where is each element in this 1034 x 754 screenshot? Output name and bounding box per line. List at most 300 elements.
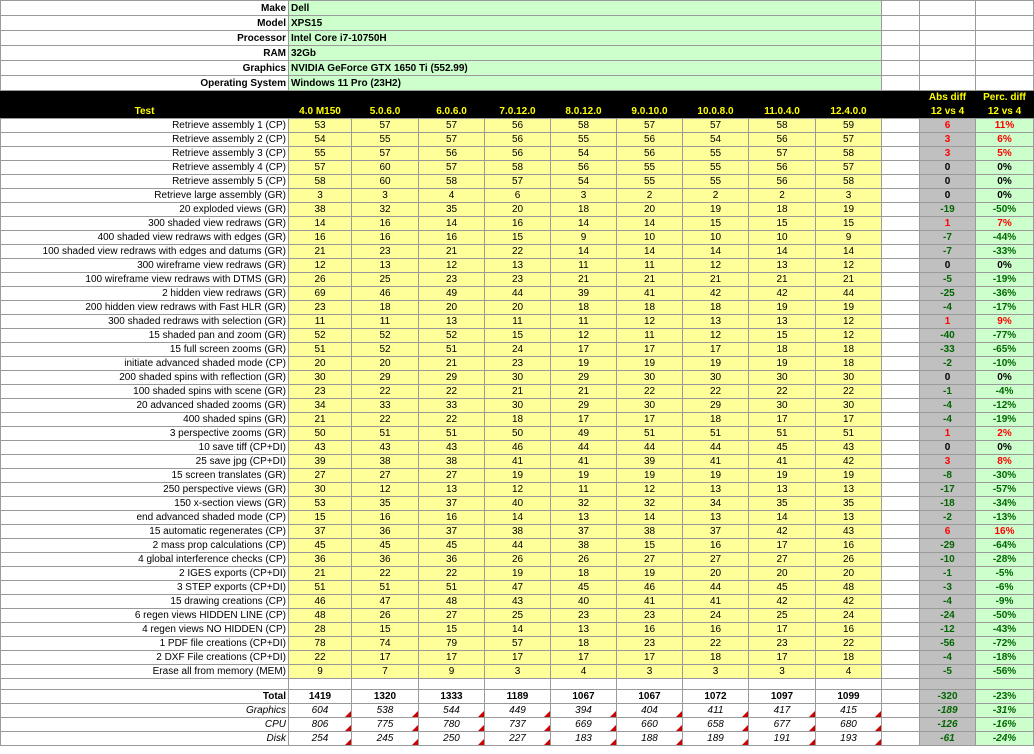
empty-cell[interactable] xyxy=(683,679,749,690)
result-cell[interactable]: 27 xyxy=(352,469,419,483)
result-cell[interactable]: 3 xyxy=(485,665,551,679)
result-cell[interactable]: 30 xyxy=(485,399,551,413)
total-value[interactable]: 1419 xyxy=(289,690,352,704)
test-name[interactable]: 10 save tiff (CP+DI) xyxy=(1,441,289,455)
result-cell[interactable]: 51 xyxy=(352,427,419,441)
test-name[interactable]: 25 save jpg (CP+DI) xyxy=(1,455,289,469)
result-cell[interactable]: 11 xyxy=(352,315,419,329)
result-cell[interactable]: 57 xyxy=(683,119,749,133)
empty-cell[interactable] xyxy=(882,371,920,385)
header-cell[interactable] xyxy=(617,91,683,105)
version-header[interactable]: 9.0.10.0 xyxy=(617,105,683,119)
result-cell[interactable]: 53 xyxy=(289,119,352,133)
result-cell[interactable]: 12 xyxy=(551,329,617,343)
result-cell[interactable]: 22 xyxy=(816,385,882,399)
result-cell[interactable]: 60 xyxy=(352,175,419,189)
result-cell[interactable]: 16 xyxy=(352,217,419,231)
result-cell[interactable]: 45 xyxy=(289,539,352,553)
empty-cell[interactable] xyxy=(882,427,920,441)
result-cell[interactable]: 35 xyxy=(419,203,485,217)
result-cell[interactable]: 36 xyxy=(352,525,419,539)
perc-diff-cell[interactable]: -31% xyxy=(976,704,1034,718)
result-cell[interactable]: 22 xyxy=(749,385,816,399)
result-cell[interactable]: 41 xyxy=(551,455,617,469)
perc-diff-subheader[interactable]: 12 vs 4 xyxy=(976,105,1034,119)
result-cell[interactable]: 32 xyxy=(352,203,419,217)
perc-diff-cell[interactable]: -34% xyxy=(976,497,1034,511)
result-cell[interactable]: 13 xyxy=(419,315,485,329)
result-cell[interactable]: 51 xyxy=(816,427,882,441)
version-header[interactable]: 4.0 M150 xyxy=(289,105,352,119)
result-cell[interactable]: 60 xyxy=(352,161,419,175)
total-value[interactable]: 415 xyxy=(816,704,882,718)
info-label[interactable]: RAM xyxy=(1,46,289,61)
result-cell[interactable]: 4 xyxy=(551,665,617,679)
result-cell[interactable]: 50 xyxy=(289,427,352,441)
result-cell[interactable]: 2 xyxy=(617,189,683,203)
result-cell[interactable]: 37 xyxy=(683,525,749,539)
test-name[interactable]: 20 exploded views (GR) xyxy=(1,203,289,217)
result-cell[interactable]: 38 xyxy=(617,525,683,539)
abs-diff-cell[interactable]: -25 xyxy=(920,287,976,301)
result-cell[interactable]: 30 xyxy=(485,371,551,385)
perc-diff-cell[interactable]: 2% xyxy=(976,427,1034,441)
result-cell[interactable]: 56 xyxy=(551,161,617,175)
result-cell[interactable]: 16 xyxy=(816,539,882,553)
test-name[interactable]: 15 screen translates (GR) xyxy=(1,469,289,483)
result-cell[interactable]: 46 xyxy=(617,581,683,595)
result-cell[interactable]: 30 xyxy=(749,399,816,413)
perc-diff-cell[interactable]: 8% xyxy=(976,455,1034,469)
result-cell[interactable]: 51 xyxy=(289,581,352,595)
result-cell[interactable]: 41 xyxy=(617,595,683,609)
result-cell[interactable]: 58 xyxy=(816,147,882,161)
info-label[interactable]: Operating System xyxy=(1,76,289,91)
result-cell[interactable]: 51 xyxy=(617,427,683,441)
empty-cell[interactable] xyxy=(882,539,920,553)
result-cell[interactable]: 29 xyxy=(419,371,485,385)
abs-diff-cell[interactable]: -18 xyxy=(920,497,976,511)
result-cell[interactable]: 27 xyxy=(683,553,749,567)
result-cell[interactable]: 12 xyxy=(617,315,683,329)
result-cell[interactable]: 19 xyxy=(617,567,683,581)
test-name[interactable]: Retrieve assembly 4 (CP) xyxy=(1,161,289,175)
result-cell[interactable]: 15 xyxy=(617,539,683,553)
perc-diff-cell[interactable]: -13% xyxy=(976,511,1034,525)
result-cell[interactable]: 43 xyxy=(289,441,352,455)
result-cell[interactable]: 27 xyxy=(419,469,485,483)
total-value[interactable]: 1067 xyxy=(617,690,683,704)
total-label[interactable]: Disk xyxy=(1,732,289,746)
result-cell[interactable]: 15 xyxy=(485,231,551,245)
result-cell[interactable]: 43 xyxy=(485,595,551,609)
empty-cell[interactable] xyxy=(976,46,1034,61)
result-cell[interactable]: 19 xyxy=(749,469,816,483)
perc-diff-cell[interactable]: -10% xyxy=(976,357,1034,371)
result-cell[interactable]: 17 xyxy=(749,413,816,427)
result-cell[interactable]: 12 xyxy=(816,259,882,273)
empty-cell[interactable] xyxy=(882,119,920,133)
result-cell[interactable]: 11 xyxy=(551,315,617,329)
result-cell[interactable]: 38 xyxy=(352,455,419,469)
empty-cell[interactable] xyxy=(882,497,920,511)
result-cell[interactable]: 10 xyxy=(617,231,683,245)
result-cell[interactable]: 18 xyxy=(551,567,617,581)
test-name[interactable]: 400 shaded spins (GR) xyxy=(1,413,289,427)
perc-diff-cell[interactable]: -16% xyxy=(976,718,1034,732)
perc-diff-cell[interactable]: 0% xyxy=(976,189,1034,203)
result-cell[interactable]: 30 xyxy=(289,483,352,497)
result-cell[interactable]: 16 xyxy=(485,217,551,231)
info-value[interactable]: 32Gb xyxy=(289,46,882,61)
result-cell[interactable]: 30 xyxy=(749,371,816,385)
result-cell[interactable]: 59 xyxy=(816,119,882,133)
result-cell[interactable]: 19 xyxy=(551,357,617,371)
result-cell[interactable]: 15 xyxy=(419,623,485,637)
result-cell[interactable]: 18 xyxy=(551,203,617,217)
perc-diff-cell[interactable]: 0% xyxy=(976,441,1034,455)
result-cell[interactable]: 13 xyxy=(485,259,551,273)
result-cell[interactable]: 22 xyxy=(683,385,749,399)
perc-diff-cell[interactable]: -64% xyxy=(976,539,1034,553)
info-value[interactable]: Intel Core i7-10750H xyxy=(289,31,882,46)
result-cell[interactable]: 57 xyxy=(352,147,419,161)
empty-cell[interactable] xyxy=(485,679,551,690)
abs-diff-cell[interactable]: -29 xyxy=(920,539,976,553)
result-cell[interactable]: 22 xyxy=(352,567,419,581)
info-value[interactable]: NVIDIA GeForce GTX 1650 Ti (552.99) xyxy=(289,61,882,76)
result-cell[interactable]: 23 xyxy=(551,609,617,623)
total-value[interactable]: 544 xyxy=(419,704,485,718)
result-cell[interactable]: 18 xyxy=(683,651,749,665)
result-cell[interactable]: 17 xyxy=(551,651,617,665)
abs-diff-cell[interactable]: 0 xyxy=(920,175,976,189)
empty-cell[interactable] xyxy=(882,315,920,329)
abs-diff-cell[interactable]: -4 xyxy=(920,651,976,665)
test-name[interactable]: Retrieve assembly 5 (CP) xyxy=(1,175,289,189)
test-name[interactable]: 4 regen views NO HIDDEN (CP) xyxy=(1,623,289,637)
result-cell[interactable]: 16 xyxy=(683,539,749,553)
result-cell[interactable]: 47 xyxy=(485,581,551,595)
result-cell[interactable]: 3 xyxy=(617,665,683,679)
abs-diff-cell[interactable]: 6 xyxy=(920,525,976,539)
empty-cell[interactable] xyxy=(882,413,920,427)
abs-diff-cell[interactable]: -33 xyxy=(920,343,976,357)
header-cell[interactable] xyxy=(485,91,551,105)
test-name[interactable]: 20 advanced shaded zooms (GR) xyxy=(1,399,289,413)
header-cell[interactable] xyxy=(551,91,617,105)
abs-diff-cell[interactable]: 1 xyxy=(920,217,976,231)
total-label[interactable]: CPU xyxy=(1,718,289,732)
result-cell[interactable]: 18 xyxy=(617,301,683,315)
result-cell[interactable]: 58 xyxy=(289,175,352,189)
perc-diff-cell[interactable]: -44% xyxy=(976,231,1034,245)
result-cell[interactable]: 23 xyxy=(352,245,419,259)
empty-cell[interactable] xyxy=(882,245,920,259)
abs-diff-cell[interactable]: 1 xyxy=(920,315,976,329)
result-cell[interactable]: 11 xyxy=(551,259,617,273)
abs-diff-cell[interactable]: 0 xyxy=(920,189,976,203)
result-cell[interactable]: 52 xyxy=(289,329,352,343)
perc-diff-cell[interactable]: -77% xyxy=(976,329,1034,343)
result-cell[interactable]: 15 xyxy=(485,329,551,343)
info-value[interactable]: Dell xyxy=(289,1,882,16)
empty-cell[interactable] xyxy=(882,567,920,581)
result-cell[interactable]: 33 xyxy=(419,399,485,413)
test-name[interactable]: 15 shaded pan and zoom (GR) xyxy=(1,329,289,343)
version-header[interactable]: 5.0.6.0 xyxy=(352,105,419,119)
empty-cell[interactable] xyxy=(882,441,920,455)
result-cell[interactable]: 30 xyxy=(617,399,683,413)
result-cell[interactable]: 19 xyxy=(683,357,749,371)
result-cell[interactable]: 13 xyxy=(683,511,749,525)
test-name[interactable]: 2 mass prop calculations (CP) xyxy=(1,539,289,553)
empty-cell[interactable] xyxy=(882,76,920,91)
empty-cell[interactable] xyxy=(1,679,289,690)
result-cell[interactable]: 51 xyxy=(352,581,419,595)
result-cell[interactable]: 42 xyxy=(683,287,749,301)
result-cell[interactable]: 22 xyxy=(816,637,882,651)
test-name[interactable]: 15 drawing creations (CP) xyxy=(1,595,289,609)
abs-diff-subheader[interactable]: 12 vs 4 xyxy=(920,105,976,119)
abs-diff-cell[interactable]: 3 xyxy=(920,147,976,161)
result-cell[interactable]: 26 xyxy=(485,553,551,567)
result-cell[interactable]: 13 xyxy=(683,483,749,497)
result-cell[interactable]: 28 xyxy=(289,623,352,637)
result-cell[interactable]: 47 xyxy=(352,595,419,609)
result-cell[interactable]: 32 xyxy=(551,497,617,511)
result-cell[interactable]: 15 xyxy=(352,623,419,637)
result-cell[interactable]: 23 xyxy=(617,609,683,623)
result-cell[interactable]: 11 xyxy=(289,315,352,329)
result-cell[interactable]: 42 xyxy=(749,287,816,301)
perc-diff-cell[interactable]: 0% xyxy=(976,161,1034,175)
test-header[interactable]: Test xyxy=(1,105,289,119)
result-cell[interactable]: 20 xyxy=(617,203,683,217)
header-cell[interactable] xyxy=(289,91,352,105)
result-cell[interactable]: 7 xyxy=(352,665,419,679)
empty-cell[interactable] xyxy=(882,46,920,61)
total-value[interactable]: 394 xyxy=(551,704,617,718)
result-cell[interactable]: 15 xyxy=(816,217,882,231)
empty-cell[interactable] xyxy=(749,679,816,690)
result-cell[interactable]: 44 xyxy=(816,287,882,301)
result-cell[interactable]: 22 xyxy=(485,245,551,259)
result-cell[interactable]: 17 xyxy=(683,343,749,357)
empty-cell[interactable] xyxy=(882,553,920,567)
result-cell[interactable]: 22 xyxy=(419,385,485,399)
result-cell[interactable]: 54 xyxy=(683,133,749,147)
test-name[interactable]: end advanced shaded mode (CP) xyxy=(1,511,289,525)
result-cell[interactable]: 15 xyxy=(289,511,352,525)
result-cell[interactable]: 19 xyxy=(683,203,749,217)
result-cell[interactable]: 38 xyxy=(419,455,485,469)
total-value[interactable]: 188 xyxy=(617,732,683,746)
empty-cell[interactable] xyxy=(882,690,920,704)
total-value[interactable]: 404 xyxy=(617,704,683,718)
result-cell[interactable]: 27 xyxy=(419,609,485,623)
info-label[interactable]: Processor xyxy=(1,31,289,46)
result-cell[interactable]: 12 xyxy=(816,315,882,329)
perc-diff-cell[interactable]: -28% xyxy=(976,553,1034,567)
result-cell[interactable]: 23 xyxy=(617,637,683,651)
result-cell[interactable]: 44 xyxy=(683,441,749,455)
result-cell[interactable]: 55 xyxy=(289,147,352,161)
perc-diff-cell[interactable]: -17% xyxy=(976,301,1034,315)
result-cell[interactable]: 42 xyxy=(816,455,882,469)
result-cell[interactable]: 56 xyxy=(485,147,551,161)
result-cell[interactable]: 27 xyxy=(749,553,816,567)
result-cell[interactable]: 36 xyxy=(419,553,485,567)
perc-diff-cell[interactable]: -57% xyxy=(976,483,1034,497)
result-cell[interactable]: 21 xyxy=(289,245,352,259)
empty-cell[interactable] xyxy=(882,637,920,651)
info-label[interactable]: Graphics xyxy=(1,61,289,76)
result-cell[interactable]: 38 xyxy=(551,539,617,553)
empty-cell[interactable] xyxy=(882,651,920,665)
empty-cell[interactable] xyxy=(882,203,920,217)
result-cell[interactable]: 16 xyxy=(419,231,485,245)
result-cell[interactable]: 48 xyxy=(816,581,882,595)
result-cell[interactable]: 57 xyxy=(816,133,882,147)
perc-diff-cell[interactable]: 11% xyxy=(976,119,1034,133)
abs-diff-cell[interactable]: 0 xyxy=(920,161,976,175)
result-cell[interactable]: 56 xyxy=(485,119,551,133)
header-cell[interactable] xyxy=(749,91,816,105)
result-cell[interactable]: 13 xyxy=(749,259,816,273)
result-cell[interactable]: 55 xyxy=(683,161,749,175)
total-value[interactable]: 1097 xyxy=(749,690,816,704)
empty-cell[interactable] xyxy=(882,161,920,175)
abs-diff-cell[interactable]: -1 xyxy=(920,385,976,399)
result-cell[interactable]: 54 xyxy=(551,175,617,189)
total-value[interactable]: 193 xyxy=(816,732,882,746)
result-cell[interactable]: 56 xyxy=(749,133,816,147)
empty-cell[interactable] xyxy=(920,46,976,61)
result-cell[interactable]: 56 xyxy=(749,175,816,189)
perc-diff-cell[interactable]: -6% xyxy=(976,581,1034,595)
result-cell[interactable]: 78 xyxy=(289,637,352,651)
result-cell[interactable]: 12 xyxy=(816,329,882,343)
result-cell[interactable]: 52 xyxy=(352,343,419,357)
result-cell[interactable]: 44 xyxy=(683,581,749,595)
result-cell[interactable]: 21 xyxy=(816,273,882,287)
abs-diff-cell[interactable]: -2 xyxy=(920,511,976,525)
empty-cell[interactable] xyxy=(920,31,976,46)
result-cell[interactable]: 40 xyxy=(485,497,551,511)
result-cell[interactable]: 19 xyxy=(485,469,551,483)
test-name[interactable]: 2 hidden view redraws (GR) xyxy=(1,287,289,301)
result-cell[interactable]: 56 xyxy=(617,147,683,161)
result-cell[interactable]: 21 xyxy=(749,273,816,287)
empty-cell[interactable] xyxy=(882,175,920,189)
test-name[interactable]: 100 shaded spins with scene (GR) xyxy=(1,385,289,399)
test-name[interactable]: Erase all from memory (MEM) xyxy=(1,665,289,679)
result-cell[interactable]: 22 xyxy=(352,385,419,399)
result-cell[interactable]: 36 xyxy=(289,553,352,567)
empty-cell[interactable] xyxy=(920,76,976,91)
result-cell[interactable]: 14 xyxy=(485,623,551,637)
result-cell[interactable]: 44 xyxy=(485,287,551,301)
result-cell[interactable]: 13 xyxy=(749,483,816,497)
result-cell[interactable]: 20 xyxy=(352,357,419,371)
perc-diff-cell[interactable]: -33% xyxy=(976,245,1034,259)
result-cell[interactable]: 3 xyxy=(551,189,617,203)
version-header[interactable]: 6.0.6.0 xyxy=(419,105,485,119)
result-cell[interactable]: 12 xyxy=(617,483,683,497)
result-cell[interactable]: 12 xyxy=(683,259,749,273)
result-cell[interactable]: 37 xyxy=(551,525,617,539)
result-cell[interactable]: 22 xyxy=(683,637,749,651)
result-cell[interactable]: 41 xyxy=(485,455,551,469)
result-cell[interactable]: 19 xyxy=(617,357,683,371)
result-cell[interactable]: 6 xyxy=(485,189,551,203)
result-cell[interactable]: 45 xyxy=(419,539,485,553)
abs-diff-cell[interactable]: -40 xyxy=(920,329,976,343)
result-cell[interactable]: 40 xyxy=(551,595,617,609)
result-cell[interactable]: 55 xyxy=(683,147,749,161)
empty-cell[interactable] xyxy=(882,385,920,399)
result-cell[interactable]: 43 xyxy=(352,441,419,455)
result-cell[interactable]: 58 xyxy=(485,161,551,175)
abs-diff-cell[interactable]: -5 xyxy=(920,273,976,287)
result-cell[interactable]: 21 xyxy=(419,357,485,371)
empty-cell[interactable] xyxy=(551,679,617,690)
total-value[interactable]: 449 xyxy=(485,704,551,718)
empty-cell[interactable] xyxy=(882,273,920,287)
result-cell[interactable]: 20 xyxy=(816,567,882,581)
total-value[interactable]: 775 xyxy=(352,718,419,732)
result-cell[interactable]: 11 xyxy=(617,259,683,273)
result-cell[interactable]: 55 xyxy=(551,133,617,147)
result-cell[interactable]: 14 xyxy=(551,245,617,259)
result-cell[interactable]: 17 xyxy=(749,651,816,665)
result-cell[interactable]: 13 xyxy=(419,483,485,497)
result-cell[interactable]: 42 xyxy=(816,595,882,609)
result-cell[interactable]: 55 xyxy=(617,161,683,175)
result-cell[interactable]: 52 xyxy=(419,329,485,343)
empty-cell[interactable] xyxy=(920,61,976,76)
result-cell[interactable]: 43 xyxy=(419,441,485,455)
result-cell[interactable]: 9 xyxy=(816,231,882,245)
result-cell[interactable]: 58 xyxy=(551,119,617,133)
perc-diff-cell[interactable]: 7% xyxy=(976,217,1034,231)
version-header[interactable]: 8.0.12.0 xyxy=(551,105,617,119)
result-cell[interactable]: 57 xyxy=(485,175,551,189)
test-name[interactable]: 15 automatic regenerates (CP) xyxy=(1,525,289,539)
version-header[interactable]: 12.4.0.0 xyxy=(816,105,882,119)
result-cell[interactable]: 32 xyxy=(617,497,683,511)
result-cell[interactable]: 17 xyxy=(551,413,617,427)
result-cell[interactable]: 18 xyxy=(683,301,749,315)
total-value[interactable]: 189 xyxy=(683,732,749,746)
result-cell[interactable]: 42 xyxy=(749,595,816,609)
result-cell[interactable]: 22 xyxy=(419,567,485,581)
result-cell[interactable]: 49 xyxy=(419,287,485,301)
result-cell[interactable]: 17 xyxy=(749,539,816,553)
result-cell[interactable]: 26 xyxy=(551,553,617,567)
result-cell[interactable]: 11 xyxy=(485,315,551,329)
empty-cell[interactable] xyxy=(920,679,976,690)
result-cell[interactable]: 79 xyxy=(419,637,485,651)
result-cell[interactable]: 18 xyxy=(485,413,551,427)
result-cell[interactable]: 22 xyxy=(419,413,485,427)
empty-cell[interactable] xyxy=(976,76,1034,91)
result-cell[interactable]: 57 xyxy=(352,119,419,133)
result-cell[interactable]: 45 xyxy=(352,539,419,553)
total-value[interactable]: 254 xyxy=(289,732,352,746)
total-value[interactable]: 538 xyxy=(352,704,419,718)
